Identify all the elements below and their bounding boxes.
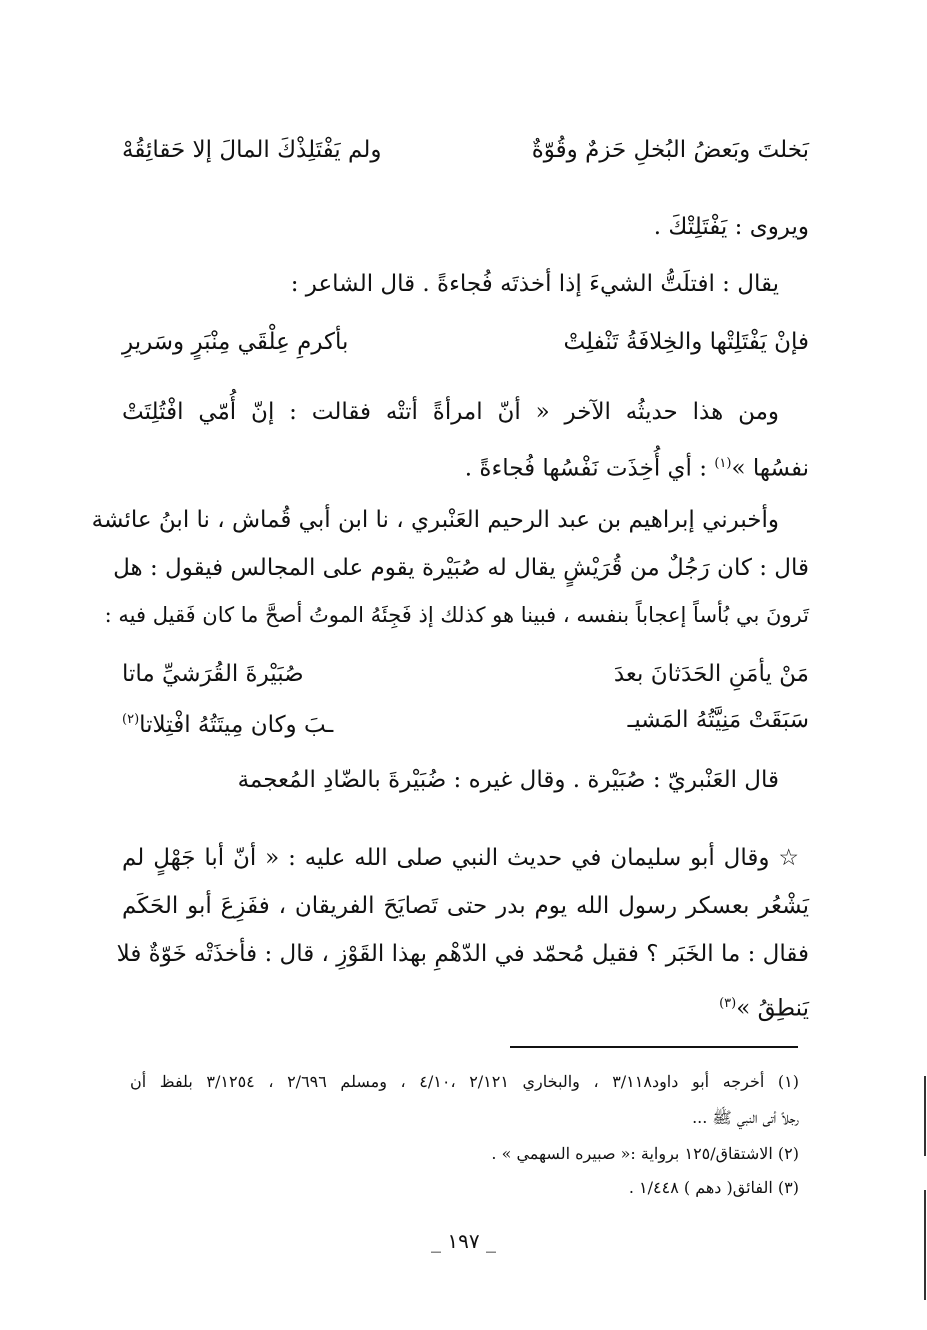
verse-3-first-hemistich: مَنْ يأمَنِ الحَدَثانَ بعدَ	[613, 661, 809, 687]
scan-edge-mark	[924, 1190, 926, 1300]
para1-text-b: : أي أُخِذَت نَفْسُها فُجاءةً .	[464, 455, 707, 482]
verse-4-second-hemistich	[122, 700, 333, 740]
footnote-3: (٣) الفائق( دهم ) ١/٤٤٨ .	[628, 1178, 799, 1197]
para3-line1: ☆ وقال أبو سليمان في حديث النبي صلى الله عليه : « أنّ أبا جَهْلٍ لم	[122, 845, 799, 871]
verse-1-second-hemistich: ولم يَفْتَلِذْكَ المالَ إلا حَقائِقُهْ	[122, 137, 382, 163]
para1-text-a: نفسُها »	[731, 455, 809, 482]
riwaya-line: ويروى : يَفْتَلِتْكَ .	[653, 214, 809, 240]
para2-line1: وأخبرني إبراهيم بن عبد الرحيم العَنْبري ، نا ابن أبي قُماش ، نا ابنُ عائشة	[91, 507, 779, 533]
para1-line2	[122, 444, 809, 484]
scan-edge-mark	[924, 1076, 926, 1156]
verse-4	[122, 700, 809, 740]
footnote-1-line1: (١) أخرجه أبو داود٣/١١٨ ، والبخاري ٢/١٢١ ،٤/١٠ ، ومسلم ٢/٦٩٦ ، ٣/١٢٥٤ بلفظ أن	[130, 1072, 799, 1091]
para1-line1: ومن هذا حديثُه الآخر « أنّ امرأةً أتتْه فقالت : إنّ أُمّي افْتُلِتَتْ	[122, 399, 779, 425]
footnote-separator	[510, 1046, 798, 1048]
verse-2-first-hemistich: فإنْ يَفْتَلِتْها والخِلافَةُ تَنْفلِتْ	[563, 329, 809, 355]
footnote-marker-2: (٢)	[122, 712, 140, 727]
verse-3	[122, 654, 809, 694]
anbari-line: قال العَنْبريّ : صُبَيْرة . وقال غيره : ضُبَيْرةَ بالضّادِ المُعجمة	[237, 767, 779, 793]
verse-3-second-hemistich: صُبَيْرةَ القُرَشيِّ ماتا	[122, 661, 304, 687]
para3-text: يَنطِقُ »	[736, 995, 809, 1022]
footnote-marker-1: (١)	[714, 456, 732, 471]
footnote-1-line2: رجلاً أتى النبي ﷺ ...	[692, 1108, 799, 1127]
verse-1	[122, 130, 809, 170]
para3-line3: فقال : ما الخَبَر ؟ فقيل مُحمّد في الدّهْمِ بهذا القَوْزِ ، قال : فأخذَتْه خَوّةٌ فلا	[116, 941, 809, 967]
verse-2	[122, 322, 809, 362]
page-number: _ ١٩٧ _	[431, 1229, 496, 1253]
verse-2-second-hemistich: بأكرمِ عِلْقَي مِنْبَرٍ وسَريرِ	[122, 329, 349, 355]
footnote-2: (٢) الاشتقاق/١٢٥ برواية :« صبيره السهمي » .	[491, 1144, 799, 1163]
para2-line2: قال : كان رَجُلٌ من قُرَيْشٍ يقال له صُبَيْرة يقوم على المجالس فيقول : هل	[113, 555, 809, 581]
para3-line2: يَشْعُر بعسكر رسول الله يوم بدر حتى تَصايَحَ الفريقان ، ففَزِعَ أبو الحَكَم	[122, 893, 809, 919]
definition-line: يقال : افتلَتُّ الشيءَ إذا أخذتَه فُجاءةً . قال الشاعر :	[290, 271, 779, 297]
para2-line3: تَرونَ بي بُأساً إعجاباً بنفسه ، فبينا هو كذلك إذ فَجِئَهُ الموتُ أصحَّ ما كان فَقيل فيه :	[104, 603, 809, 627]
verse-1-first-hemistich: بَخلتَ وبَعضُ البُخلِ حَزمٌ وقُوّةٌ	[531, 137, 809, 163]
para3-line4	[122, 984, 809, 1024]
verse-4-text: ـبَ وكان مِيتَتُهُ افْتِلاتا	[139, 711, 334, 738]
footnote-marker-3: (٣)	[719, 996, 737, 1011]
verse-4-first-hemistich: سَبَقَتْ مَنِيَّتُهُ المَشيـ	[627, 707, 809, 733]
